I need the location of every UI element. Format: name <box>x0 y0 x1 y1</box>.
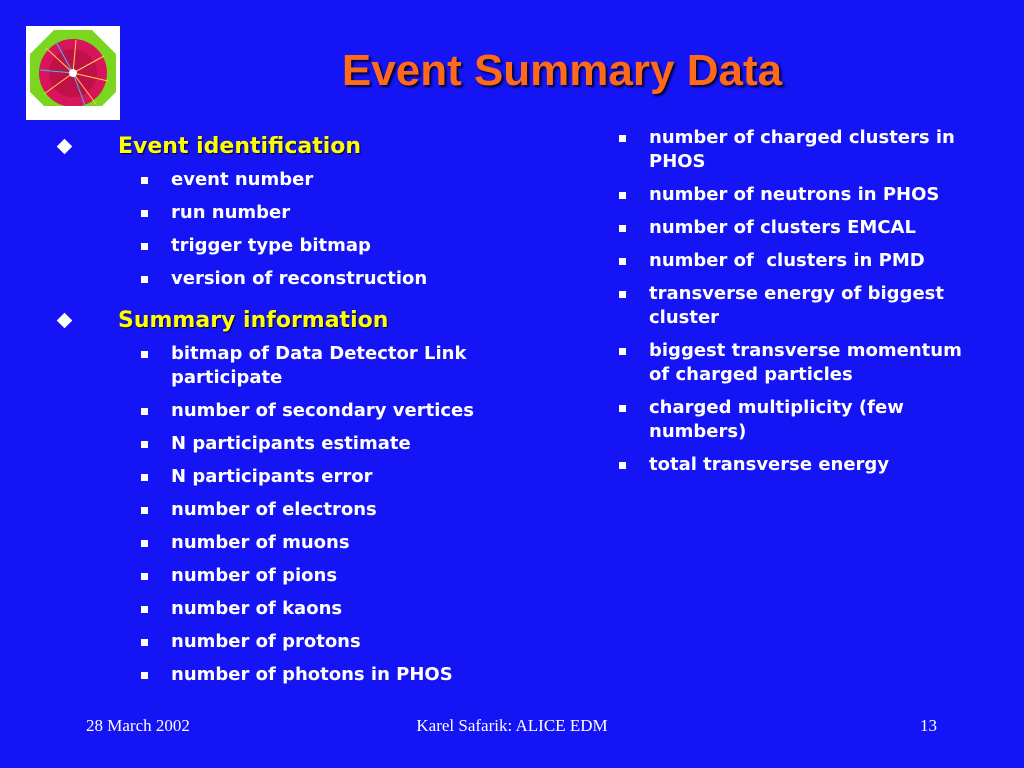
heading-text: Summary information <box>118 308 389 333</box>
footer-date: 28 March 2002 <box>86 716 190 735</box>
list-item-text: number of muons <box>171 532 350 553</box>
square-bullet-icon <box>619 291 626 298</box>
section-event-identification <box>52 132 502 291</box>
list-item <box>52 531 502 555</box>
list-item <box>612 126 982 174</box>
list-item <box>52 342 502 390</box>
list-item-text: number of clusters in PMD <box>649 250 925 271</box>
list-item-text: total transverse energy <box>649 454 890 475</box>
square-bullet-icon <box>619 405 626 412</box>
section-heading <box>52 132 502 162</box>
list-item-text: transverse energy of biggest cluster <box>649 283 944 328</box>
footer-author: Karel Safarik: ALICE EDM <box>416 716 608 735</box>
list-item <box>52 465 502 489</box>
square-bullet-icon <box>619 192 626 199</box>
square-bullet-icon <box>619 225 626 232</box>
list-item <box>52 597 502 621</box>
square-bullet-icon <box>619 348 626 355</box>
heading-text: Event identification <box>118 134 362 159</box>
page-number: 13 <box>920 716 937 735</box>
square-bullet-icon <box>141 441 148 448</box>
list-item-text: number of secondary vertices <box>171 400 474 421</box>
square-bullet-icon <box>619 135 626 142</box>
list-item <box>52 168 502 192</box>
diamond-bullet-icon <box>57 139 73 155</box>
list-item-text: trigger type bitmap <box>171 235 371 256</box>
list-item <box>612 453 982 477</box>
square-bullet-icon <box>141 177 148 184</box>
list-item <box>612 396 982 444</box>
section-summary-information <box>52 306 502 687</box>
list-item-text: number of kaons <box>171 598 343 619</box>
bullet-list <box>52 168 502 291</box>
list-item-text: event number <box>171 169 314 190</box>
square-bullet-icon <box>619 258 626 265</box>
square-bullet-icon <box>141 639 148 646</box>
diamond-bullet-icon <box>57 313 73 329</box>
square-bullet-icon <box>141 540 148 547</box>
slide-title: Event Summary Data <box>341 46 783 95</box>
list-item-text: number of protons <box>171 631 361 652</box>
square-bullet-icon <box>141 243 148 250</box>
square-bullet-icon <box>141 210 148 217</box>
section-heading <box>52 306 502 336</box>
list-item <box>52 267 502 291</box>
list-item <box>612 339 982 387</box>
list-item <box>52 630 502 654</box>
list-item-text: number of neutrons in PHOS <box>649 184 940 205</box>
square-bullet-icon <box>141 474 148 481</box>
square-bullet-icon <box>141 573 148 580</box>
square-bullet-icon <box>141 507 148 514</box>
bullet-list <box>612 126 982 477</box>
list-item <box>52 399 502 423</box>
list-item-text: number of clusters EMCAL <box>649 217 916 238</box>
list-item-text: bitmap of Data Detector Link participate <box>171 343 467 388</box>
list-item <box>612 183 982 207</box>
list-item <box>52 201 502 225</box>
square-bullet-icon <box>619 462 626 469</box>
list-item-text: number of electrons <box>171 499 377 520</box>
list-item <box>612 282 982 330</box>
list-item-text: version of reconstruction <box>171 268 428 289</box>
list-item-text: number of pions <box>171 565 338 586</box>
list-item <box>612 249 982 273</box>
list-item-text: number of charged clusters in PHOS <box>649 127 955 172</box>
right-column <box>612 126 982 486</box>
list-item-text: charged multiplicity (few numbers) <box>649 397 904 442</box>
list-item-text: number of photons in PHOS <box>171 664 453 685</box>
list-item-text: N participants estimate <box>171 433 411 454</box>
square-bullet-icon <box>141 408 148 415</box>
list-item <box>52 663 502 687</box>
list-item <box>52 432 502 456</box>
list-item <box>52 498 502 522</box>
list-item <box>52 564 502 588</box>
list-item <box>52 234 502 258</box>
left-column <box>52 132 502 696</box>
square-bullet-icon <box>141 606 148 613</box>
list-item <box>612 216 982 240</box>
list-item-text: N participants error <box>171 466 373 487</box>
square-bullet-icon <box>141 351 148 358</box>
list-item-text: run number <box>171 202 291 223</box>
bullet-list <box>52 342 502 687</box>
square-bullet-icon <box>141 276 148 283</box>
square-bullet-icon <box>141 672 148 679</box>
list-item-text: biggest transverse momentum of charged particles <box>649 340 962 385</box>
